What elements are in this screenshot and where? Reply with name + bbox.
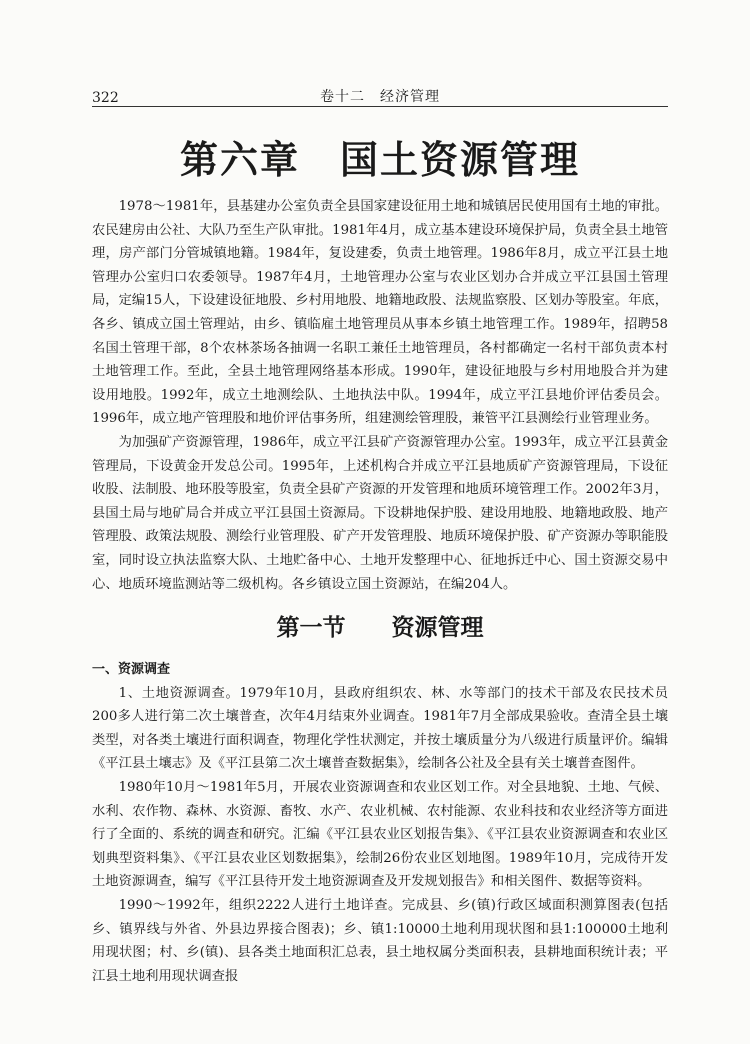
subsection-title: 一、资源调查 — [92, 662, 171, 678]
paragraph: 1、土地资源调查。1979年10月，县政府组织农、林、水等部门的技术干部及农民技术员200多人进行第二次土壤普查，次年4月结束外业调查。1981年7月全部成果验收。查清全县土壤类型，对各类土壤进行面积调查，物理化学性状测定，并按土壤质量分为八级进行质量评价。编辑《平江县土壤志》及《平江县第二次土壤普查数据集》，绘制各公社及全县有关土壤普查图件。 — [92, 685, 668, 772]
paragraph: 1980年10月～1981年5月，开展农业资源调查和农业区划工作。对全县地貌、土地、气候、水利、农作物、森林、水资源、畜牧、水产、农业机械、农村能源、农业科技和农业经济等方面进行了全面的、系统的调查和研究。汇编《平江县农业区划报告集》、《平江县农业资源调查和农业区划典型资料集》、《平江县农业区划数据集》，绘制26份农业区划地图。1989年10月，完成待开发土地资源调查，编写《平江县待开发土地资源调查及开发规划报告》和相关图件、数据等资料。 — [92, 780, 668, 890]
section-title: 第一节 资源管理 — [276, 614, 484, 642]
intro-text — [92, 195, 668, 596]
page-number: 322 — [92, 90, 119, 106]
paragraph: 为加强矿产资源管理，1986年，成立平江县矿产资源管理办公室。1993年，成立平江县黄金管理局，下设黄金开发总公司。1995年，上述机构合并成立平江县地质矿产资源管理局，下设征收股、法制股、地环股等股室，负责全县矿产资源的开发管理和地质环境管理工作。2002年3月，县国土局与地矿局合并成立平江县国土资源局。下设耕地保护股、建设用地股、地籍地政股、地产管理股、政策法规股、测绘行业管理股、矿产开发管理股、地质环境保护股、矿产资源办等职能股室，同时设立执法监察大队、土地贮备中心、土地开发整理中心、征地拆迁中心、国土资源交易中心、地质环境监测站等二级机构。各乡镇设立国土资源站，在编204人。 — [92, 434, 668, 592]
paragraph: 1978～1981年，县基建办公室负责全县国家建设征用土地和城镇居民使用国有土地的审批。农民建房由公社、大队乃至生产队审批。1981年4月，成立基本建设环境保护局，负责全县土地管理，房产部门分管城镇地籍。1984年，复设建委，负责土地管理。1986年8月，成立平江县土地管理办公室归口农委领导。1987年4月，土地管理办公室与农业区划办合并成立平江县国土管理局，定编15人，下设建设征地股、乡村用地股、地籍地政股、法规监察股、区划办等股室。年底，各乡、镇成立国土管理站，由乡、镇临雇土地管理员从事本乡镇土地管理工作。1989年，招聘58名国土管理干部，8个农林茶场各抽调一名职工兼任土地管理员，各村都确定一名村干部负责本村土地管理工作。至此，全县土地管理网络基本形成。1990年，建设征地股与乡村用地股合并为建设用地股。1992年，成立土地测绘队、土地执法中队。1994年，成立平江县地价评估委员会。1996年，成立地产管理股和地价评估事务所，组建测绘管理股，兼管平江县测绘行业管理业务。 — [92, 199, 668, 427]
running-header — [92, 84, 668, 107]
chapter-title: 第六章 国土资源管理 — [179, 137, 580, 182]
paragraph: 1990～1992年，组织2222人进行土地详查。完成县、乡(镇)行政区域面积测算图表(包括乡、镇界线与外省、外县边界接合图表)；乡、镇1:10000土地利用现状图和县1:100000土地利用现状图；村、乡(镇)、县各类土地面积汇总表，县土地权属分类面积表，县耕地面积统计表；平江县土地利用现状调查报 — [92, 898, 668, 984]
running-title: 卷十二 经济管理 — [320, 89, 440, 105]
section-text — [92, 658, 668, 988]
